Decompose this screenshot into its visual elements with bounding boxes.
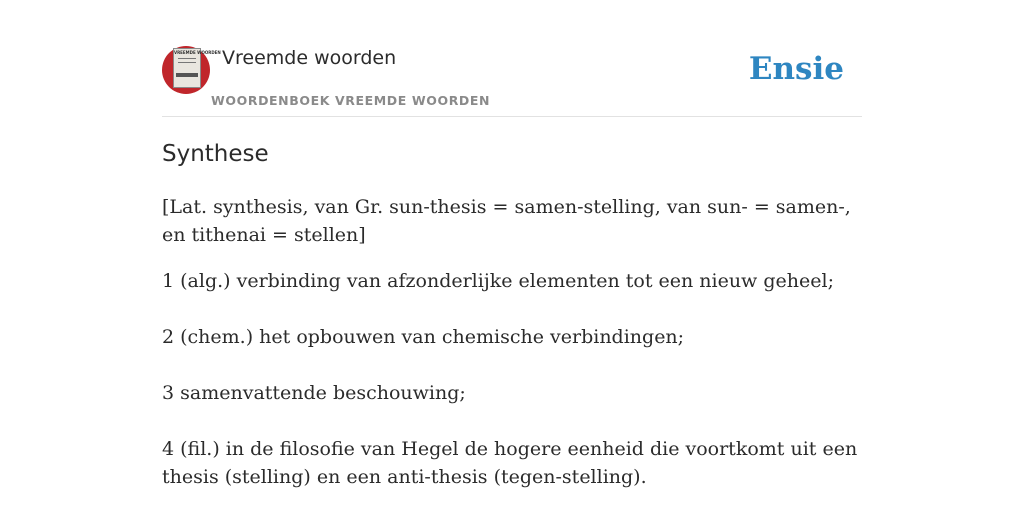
definition-list	[162, 267, 862, 491]
entry-content	[162, 139, 862, 519]
definition-item: 2 (chem.) het opbouwen van chemische verbindingen;	[162, 326, 685, 348]
site-header	[162, 46, 862, 117]
book-cover-band	[176, 73, 198, 77]
book-cover-image	[173, 48, 221, 88]
entry-etymology: [Lat. synthesis, van Gr. sun-thesis = samen-stelling, van sun- = samen-, en tithenai = stellen]	[162, 196, 851, 246]
book-cover-line	[178, 58, 196, 59]
dictionary-avatar[interactable]	[162, 46, 221, 94]
entry-term-heading: Synthese	[162, 141, 269, 167]
book-cover-line	[178, 62, 196, 63]
book-cover-title: VREEMDE WOORDEN	[174, 50, 221, 55]
definition-item: 1 (alg.) verbinding van afzonderlijke elementen tot een nieuw geheel;	[162, 270, 834, 292]
ensie-logo-link[interactable]: Ensie	[748, 51, 844, 87]
dictionary-subtitle-link[interactable]: WOORDENBOEK VREEMDE WOORDEN	[211, 93, 491, 108]
definition-item: 4 (fil.) in de filosofie van Hegel de hogere eenheid die voortkomt uit een thesis (stelling) en een anti-thesis (tegen-stelling).	[162, 438, 858, 488]
dictionary-title-link[interactable]: Vreemde woorden	[222, 47, 397, 69]
definition-item: 3 samenvattende beschouwing;	[162, 382, 466, 404]
